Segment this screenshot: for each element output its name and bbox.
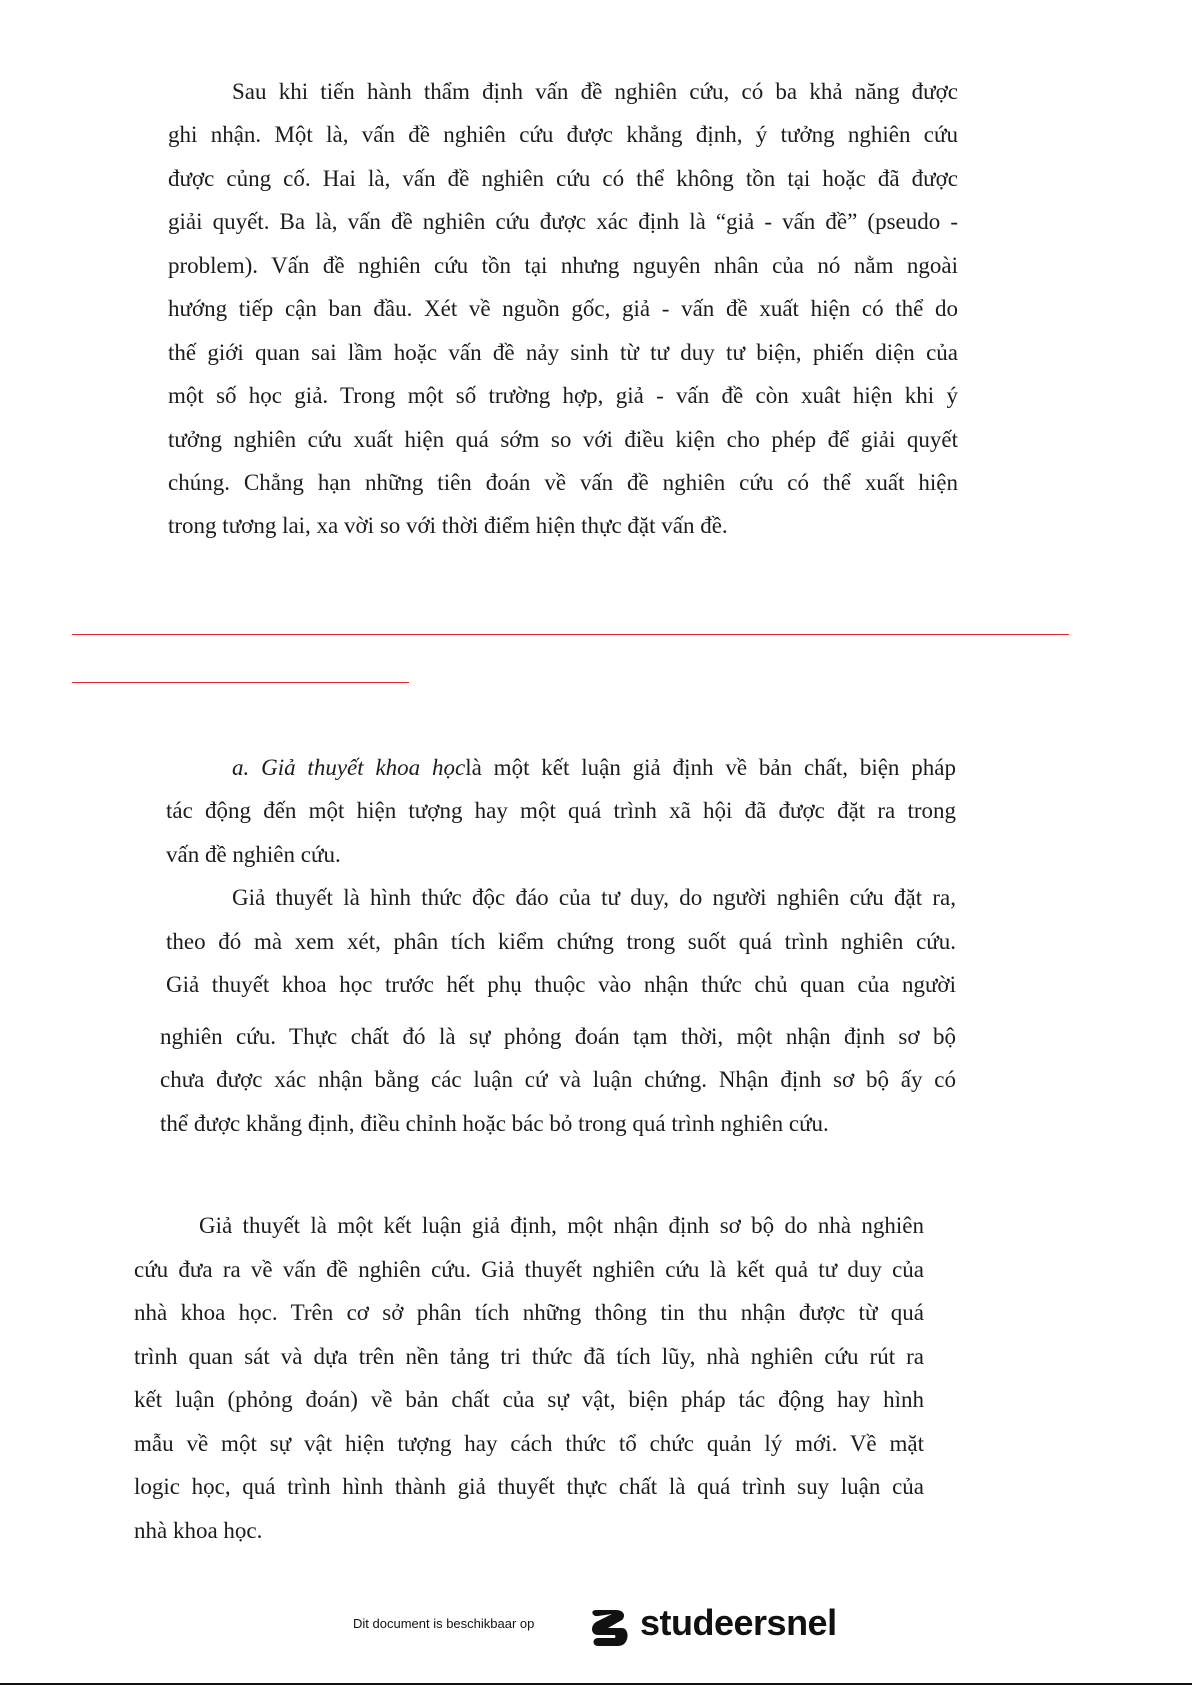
text-line: chưa được xác nhận bằng các luận cứ và luận chứng. Nhận định sơ bộ ấy có <box>160 1067 956 1092</box>
text-line: logic học, quá trình hình thành giả thuyết thực chất là quá trình suy luận của <box>134 1474 924 1499</box>
text-line: cứu đưa ra về vấn đề nghiên cứu. Giả thuyết nghiên cứu là kết quả tư duy của <box>134 1257 924 1282</box>
text-line: kết luận (phỏng đoán) về bản chất của sự vật, biện pháp tác động hay hình <box>134 1387 924 1412</box>
text-line: nhà khoa học. <box>134 1518 263 1543</box>
text-line: một số học giả. Trong một số trường hợp, giả - vấn đề còn xuât hiện khi ý <box>168 383 958 408</box>
studeersnel-brand[interactable]: studeersnel <box>640 1602 837 1643</box>
text-line: Sau khi tiến hành thẩm định vấn đề nghiên cứu, có ba khả năng được <box>232 79 958 104</box>
studeersnel-logo-icon[interactable] <box>586 1604 634 1652</box>
text-line: thể được khẳng định, điều chỉnh hoặc bác bỏ trong quá trình nghiên cứu. <box>160 1111 829 1136</box>
text-line: ghi nhận. Một là, vấn đề nghiên cứu được khẳng định, ý tưởng nghiên cứu <box>168 122 958 147</box>
text-line: vấn đề nghiên cứu. <box>166 842 341 867</box>
footer-text: Dit document is beschikbaar op <box>353 1616 535 1631</box>
text-line-with-term <box>232 754 956 782</box>
red-divider-long <box>72 634 1069 635</box>
term-heading: a. Giả thuyết khoa học <box>232 755 466 780</box>
footer-watermark <box>0 1596 1192 1656</box>
text-line: chúng. Chẳng hạn những tiên đoán về vấn đề nghiên cứu có thể xuất hiện <box>168 470 958 495</box>
text-line: problem). Vấn đề nghiên cứu tồn tại nhưng nguyên nhân của nó nằm ngoài <box>168 253 958 278</box>
text-line: giải quyết. Ba là, vấn đề nghiên cứu được xác định là “giả - vấn đề” (pseudo - <box>168 209 958 234</box>
text-line: mẫu về một sự vật hiện tượng hay cách thức tổ chức quản lý mới. Về mặt <box>134 1431 924 1456</box>
text-line: trong tương lai, xa vời so với thời điểm hiện thực đặt vấn đề. <box>168 513 728 538</box>
red-divider-short <box>72 682 409 683</box>
text-line: theo đó mà xem xét, phân tích kiểm chứng trong suốt quá trình nghiên cứu. <box>166 929 956 954</box>
text-line: Giả thuyết khoa học trước hết phụ thuộc vào nhận thức chủ quan của người <box>166 972 956 997</box>
text-line: trình quan sát và dựa trên nền tảng tri thức đã tích lũy, nhà nghiên cứu rút ra <box>134 1344 924 1369</box>
text-span: là một kết luận giả định về bản chất, biện pháp <box>465 755 956 780</box>
text-line: thế giới quan sai lầm hoặc vấn đề nảy sinh từ tư duy tư biện, phiến diện của <box>168 340 958 365</box>
text-line: tác động đến một hiện tượng hay một quá trình xã hội đã được đặt ra trong <box>166 798 956 823</box>
text-line: nhà khoa học. Trên cơ sở phân tích những thông tin thu nhận được từ quá <box>134 1300 924 1325</box>
text-line: được củng cố. Hai là, vấn đề nghiên cứu có thể không tồn tại hoặc đã được <box>168 166 958 191</box>
text-line: Giả thuyết là một kết luận giả định, một nhận định sơ bộ do nhà nghiên <box>199 1213 924 1238</box>
text-line: nghiên cứu. Thực chất đó là sự phỏng đoán tạm thời, một nhận định sơ bộ <box>160 1024 956 1049</box>
text-line: tưởng nghiên cứu xuất hiện quá sớm so với điều kiện cho phép để giải quyết <box>168 427 958 452</box>
text-line: Giả thuyết là hình thức độc đáo của tư duy, do người nghiên cứu đặt ra, <box>232 885 956 910</box>
text-line: hướng tiếp cận ban đầu. Xét về nguồn gốc, giả - vấn đề xuất hiện có thể do <box>168 296 958 321</box>
